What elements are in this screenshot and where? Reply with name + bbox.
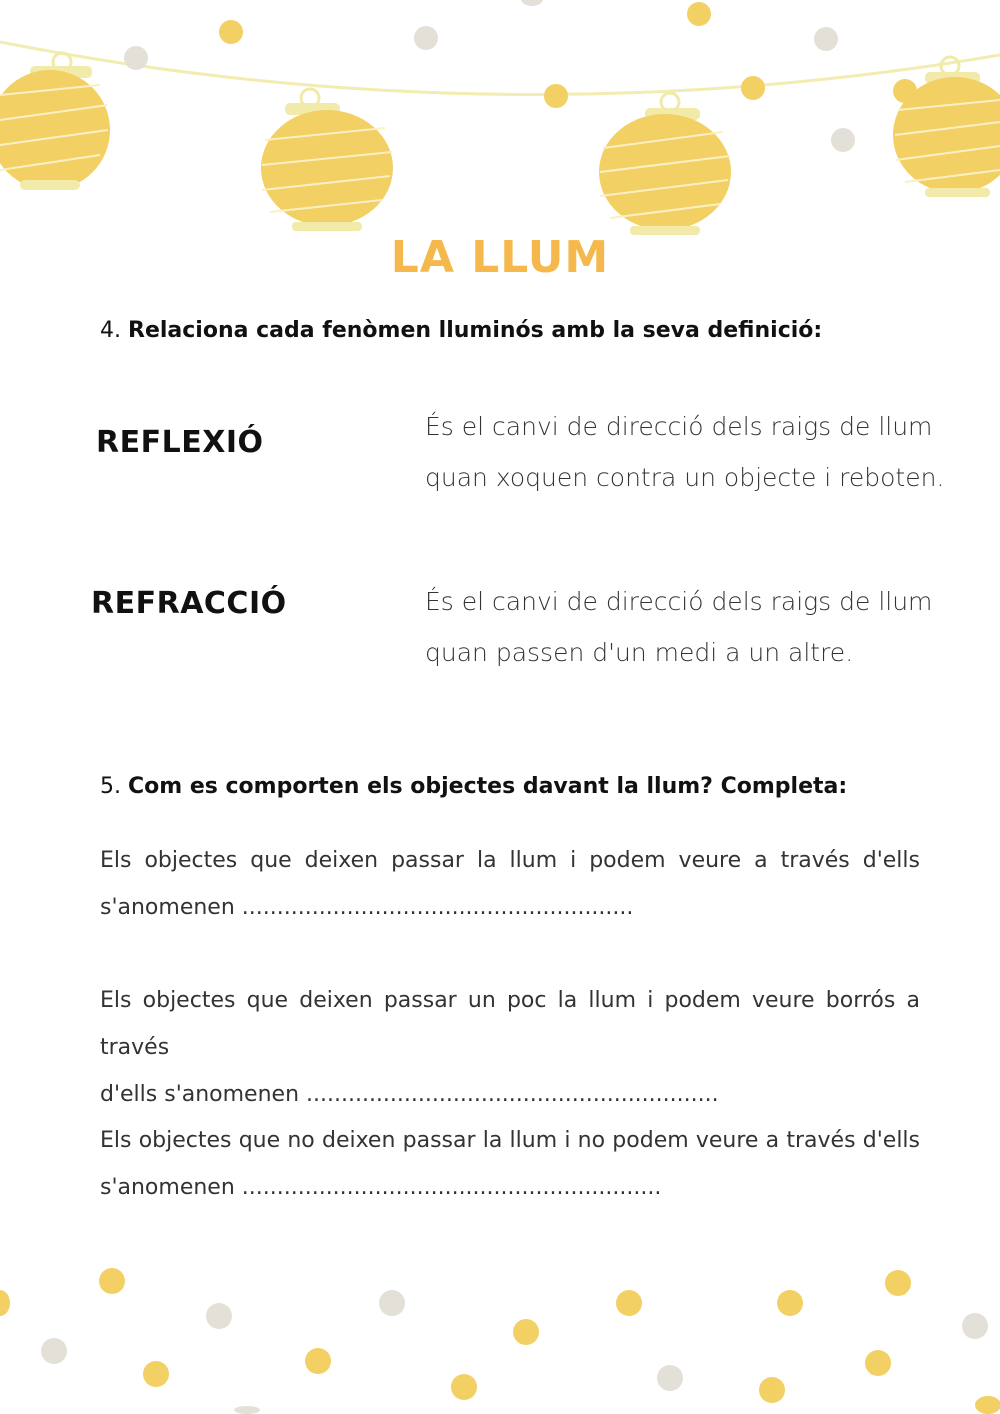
confetti-dot [975,1396,1000,1414]
confetti-dot [687,2,711,26]
definition-refraccio[interactable] [425,576,965,678]
definition-line: quan passen d'un medi a un altre. [425,638,854,667]
confetti-dot [759,1377,785,1403]
confetti-dot [885,1270,911,1296]
confetti-dot [143,1361,169,1387]
confetti-dot [41,1338,67,1364]
lantern-garland [0,0,1000,240]
definition-line: quan xoquen contra un objecte i reboten. [425,463,945,492]
page-title: LA LLUM [390,232,610,283]
confetti-dot [962,1313,988,1339]
sentence-line: Els objectes que no deixen passar la llum i no podem veure a través d'ells [100,1128,920,1153]
sentence-line-blank: d'ells s'anomenen ........................................................... [100,1082,719,1107]
confetti-dot [831,128,855,152]
lantern-icon [893,57,1000,197]
confetti-dot [451,1374,477,1400]
fill-sentence-transparent[interactable] [100,837,920,931]
confetti-dot [206,1303,232,1329]
lantern-icon [0,53,110,190]
sentence-line: Els objectes que deixen passar un poc la llum i podem veure borrós a través [100,988,920,1060]
sentence-line-blank: s'anomenen ............................................................ [100,1175,662,1200]
confetti-dot [234,1406,260,1414]
sentence-line-blank: s'anomenen ........................................................ [100,895,634,920]
confetti-dot [124,46,148,70]
question-4-title [100,318,822,343]
confetti-dot [0,1290,10,1316]
question-number: 4. [100,318,121,343]
confetti-dot [305,1348,331,1374]
confetti-dot [865,1350,891,1376]
confetti-dot [379,1290,405,1316]
term-refraccio[interactable]: REFRACCIÓ [91,586,287,621]
lantern-icon [261,89,393,231]
question-text: Com es comporten els objectes davant la llum? Completa: [128,774,848,799]
definition-line: És el canvi de direcció dels raigs de llum [425,587,933,616]
confetti-dot [893,79,917,103]
confetti-dot [99,1268,125,1294]
confetti-dot [657,1365,683,1391]
term-reflexio[interactable]: REFLEXIÓ [96,425,264,460]
garland-string [0,42,1000,94]
confetti-dot [777,1290,803,1316]
question-5-title [100,774,847,799]
definition-line: És el canvi de direcció dels raigs de llum [425,412,933,441]
question-number: 5. [100,774,121,799]
confetti-dot [414,26,438,50]
confetti-dot [814,27,838,51]
sentence-line: Els objectes que deixen passar la llum i podem veure a través d'ells [100,848,920,873]
fill-sentence-opaque[interactable] [100,1117,920,1211]
confetti-dot [741,76,765,100]
definition-reflexio[interactable] [425,401,965,503]
confetti-dot [513,1319,539,1345]
fill-sentence-translucent[interactable] [100,977,920,1118]
confetti-dot [219,20,243,44]
confetti-dot [616,1290,642,1316]
question-text: Relaciona cada fenòmen lluminós amb la seva definició: [128,318,823,343]
confetti-dot [544,84,568,108]
lantern-icon [599,93,731,235]
